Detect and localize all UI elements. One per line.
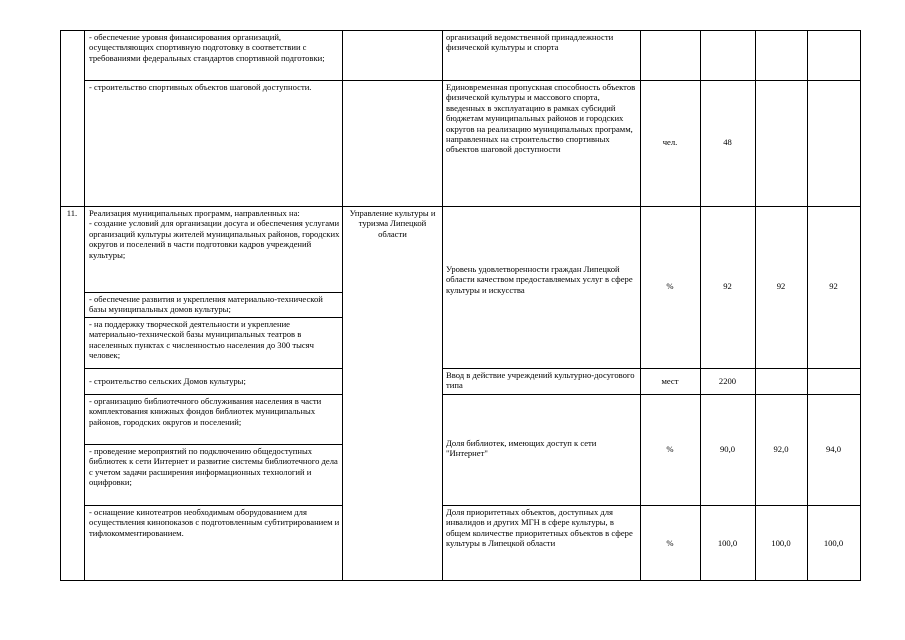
activity-cell: - на поддержку творческой деятельности и укрепление материально-технической базы муниципальных театров в населенных пунктах с численностью населения до 300 тысяч человек;	[89, 319, 314, 361]
value-2020-cell: 92	[776, 281, 786, 291]
indicator-cell: Доля библиотек, имеющих доступ к сети "Интернет"	[446, 438, 597, 459]
activity-cell: - обеспечение развития и укрепления материально-технической базы муниципальных домов культуры;	[89, 294, 323, 315]
value-2019-cell: 100,0	[717, 538, 738, 548]
activity-cell: - обеспечение уровня финансирования организаций, осуществляющих спортивную подготовку в соответствии с требованиями федеральных стандартов спортивной подготовки;	[89, 32, 325, 63]
value-2020-cell: 92,0	[773, 444, 789, 454]
value-2021-cell: 92	[829, 281, 838, 291]
activity-cell: - строительство спортивных объектов шаговой доступности.	[89, 82, 312, 92]
value-2019-cell: 90,0	[719, 444, 736, 454]
activity-cell: Реализация муниципальных программ, направленных на: - создание условий для организации досуга и обеспечения услугами организаций культуры жителей муниципальных районов, городских округов и поселений в части подготовки кадров учреждений культуры;	[89, 208, 340, 260]
indicator-cell: Уровень удовлетворенности граждан Липецкой области качеством предоставляемых услуг в сфере культуры и искусства	[446, 264, 633, 295]
indicator-cell: Единовременная пропускная способность объектов физической культуры и массового спорта, введенных в эксплуатацию в рамках субсидий бюджетам муниципальных районов и городских округов на реализацию муниципальных программ, направленных на строительство спортивных объектов шаговой доступности	[446, 82, 636, 155]
value-2019-cell: 48	[723, 137, 732, 147]
unit-cell: чел.	[662, 137, 678, 147]
unit-cell: %	[666, 444, 674, 454]
indicator-cell: организаций ведомственной принадлежности физической культуры и спорта	[446, 32, 614, 53]
row-number: 11.	[66, 208, 78, 218]
indicator-cell: Ввод в действие учреждений культурно-досугового типа	[446, 370, 635, 391]
value-2020-cell: 100,0	[771, 538, 791, 548]
executor-cell: Управление культуры и туризма Липецкой области	[349, 208, 436, 239]
unit-cell: %	[666, 281, 674, 291]
unit-cell: мест	[661, 376, 679, 386]
value-2019-cell: 92	[723, 281, 732, 291]
activity-cell: - оснащение кинотеатров необходимым оборудованием для осуществления кинопоказов с подготовленным субтитрированием и тифлокомментированием.	[89, 507, 340, 538]
activity-cell: - строительство сельских Домов культуры;	[89, 376, 246, 386]
indicator-cell: Доля приоритетных объектов, доступных для инвалидов и других МГН в сфере культуры, в общем количестве приоритетных объектов в сфере культуры в Липецкой области	[446, 507, 633, 549]
value-2021-cell: 100,0	[823, 538, 844, 548]
activity-cell: - организацию библиотечного обслуживания населения в части комплектования книжных фондов библиотек муниципальных районов, городских округов и поселений;	[89, 396, 322, 427]
value-2019-cell: 2200	[718, 376, 737, 386]
value-2021-cell: 94,0	[825, 444, 842, 454]
unit-cell: %	[666, 538, 674, 548]
activity-cell: - проведение мероприятий по подключению общедоступных библиотек к сети Интернет и развитие системы библиотечного дела с учетом задачи расширения информационных технологий и оцифровки;	[89, 446, 338, 488]
